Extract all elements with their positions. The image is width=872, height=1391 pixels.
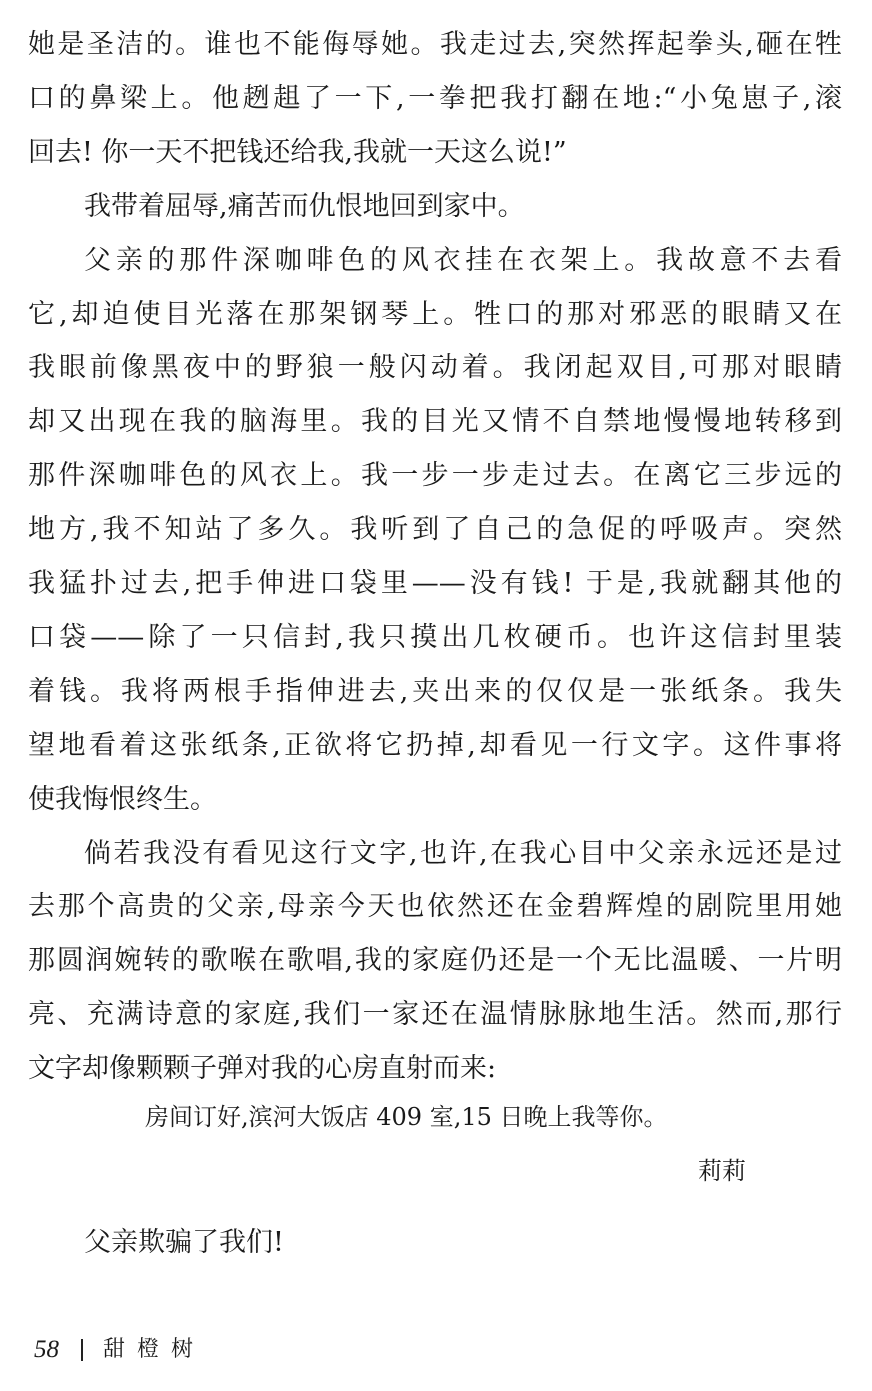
book-title: 甜橙树 (103, 1337, 206, 1362)
text-line: 却又出现在我的脑海里。我的目光又情不自禁地慢慢地转移到 (28, 406, 842, 438)
text-line: 口的鼻梁上。他趔趄了一下,一拳把我打翻在地:“小兔崽子,滚 (28, 82, 842, 114)
text-line: 她是圣洁的。谁也不能侮辱她。我走过去,突然挥起拳头,砸在牲 (28, 29, 842, 60)
note-signature: 莉莉 (698, 1157, 746, 1185)
text-line: 我带着屈辱,痛苦而仇恨地回到家中。 (84, 190, 525, 222)
text-line: 父亲的那件深咖啡色的风衣挂在衣架上。我故意不去看 (84, 244, 842, 276)
text-line: 文字却像颗颗子弹对我的心房直射而来: (28, 1053, 497, 1085)
text-line: 亮、充满诗意的家庭,我们一家还在温情脉脉地生活。然而,那行 (28, 999, 842, 1031)
text-line: 望地看着这张纸条,正欲将它扔掉,却看见一行文字。这件事将 (28, 729, 842, 761)
text-line: 地方,我不知站了多久。我听到了自己的急促的呼吸声。突然 (28, 514, 842, 546)
text-line: 使我悔恨终生。 (28, 783, 217, 815)
text-line: 那件深咖啡色的风衣上。我一步一步走过去。在离它三步远的 (28, 460, 842, 492)
text-line: 那圆润婉转的歌喉在歌唱,我的家庭仍还是一个无比温暖、一片明 (28, 945, 842, 977)
text-line: 倘若我没有看见这行文字,也许,在我心目中父亲永远还是过 (84, 837, 842, 869)
quoted-note: 房间订好,滨河大饭店 409 室,15 日晚上我等你。 (145, 1103, 668, 1131)
page-number: 58 (34, 1336, 59, 1363)
text-line: 回去! 你一天不把钱还给我,我就一天这么说!” (28, 136, 567, 168)
text-line: 它,却迫使目光落在那架钢琴上。牲口的那对邪恶的眼睛又在 (28, 298, 842, 330)
text-line: 我眼前像黑夜中的野狼一般闪动着。我闭起双目,可那对眼睛 (28, 352, 842, 384)
text-line: 口袋——除了一只信封,我只摸出几枚硬币。也许这信封里装 (28, 621, 842, 653)
footer-divider (81, 1339, 83, 1361)
text-line: 我猛扑过去,把手伸进口袋里——没有钱! 于是,我就翻其他的 (28, 568, 842, 599)
page-footer (34, 1333, 205, 1367)
text-line: 着钱。我将两根手指伸进去,夹出来的仅仅是一张纸条。我失 (28, 675, 842, 707)
text-line: 去那个高贵的父亲,母亲今天也依然还在金碧辉煌的剧院里用她 (28, 891, 842, 923)
closing-line: 父亲欺骗了我们! (84, 1227, 284, 1258)
